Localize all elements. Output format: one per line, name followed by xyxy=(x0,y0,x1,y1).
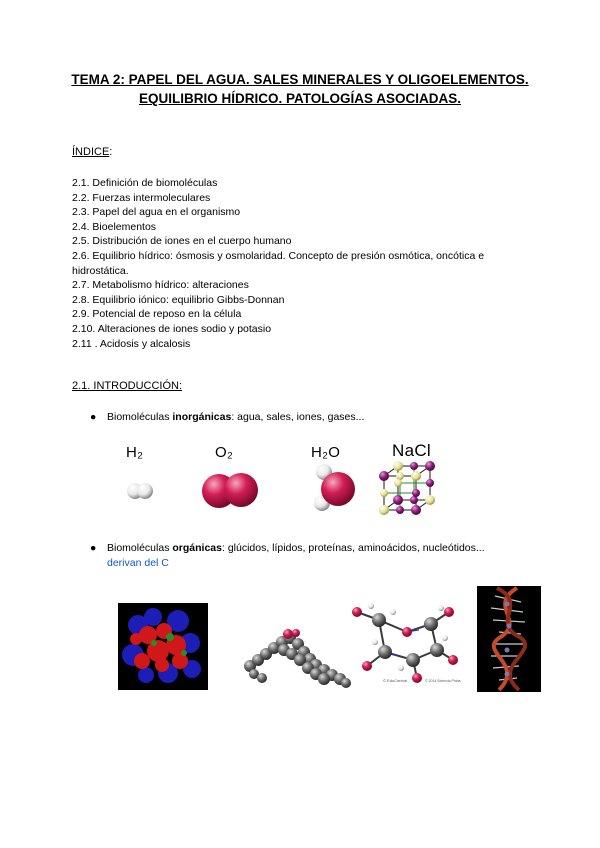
bullet-bold: inorgánicas xyxy=(172,411,232,423)
toc-item: 2.6. Equilibrio hídrico: ósmosis y osmolaridad. Concepto de presión osmótica, oncótica e hidrostática. xyxy=(72,249,485,277)
bullet-prefix: Biomoléculas xyxy=(107,411,173,423)
bullet-prefix: Biomoléculas xyxy=(107,542,173,554)
nacl-crystal-image xyxy=(372,458,442,524)
glucose-credit-2: © 2014 Sciencia Phina xyxy=(425,679,461,683)
table-of-contents xyxy=(72,176,532,351)
bullet-suffix: : agua, sales, iones, gases... xyxy=(231,411,365,423)
page-title: TEMA 2: PAPEL DEL AGUA. SALES MINERALES Y OLIGOELEMENTOS. EQUILIBRIO HÍDRICO. PATOLOGÍAS ASOCIADAS. xyxy=(71,72,529,106)
formula-nacl: NaCl xyxy=(392,441,431,460)
bullet-suffix: : glúcidos, lípidos, proteínas, aminoácidos, nucleótidos... xyxy=(221,542,485,554)
bullet-dot: ● xyxy=(90,411,97,423)
section-heading: 2.1. INTRODUCCIÓN: xyxy=(72,380,183,392)
glucose-image xyxy=(345,598,463,688)
toc-item: 2.3. Papel del agua en el organismo xyxy=(72,206,241,219)
formula-h2o: H₂O xyxy=(311,444,341,461)
toc-item: 2.7. Metabolismo hídrico: alteraciones xyxy=(72,279,249,292)
toc-item: 2.2. Fuerzas intermoleculares xyxy=(72,191,211,204)
toc-item: 2.10. Alteraciones de iones sodio y potasio xyxy=(72,322,272,335)
dna-image xyxy=(477,586,541,692)
toc-item: 2.1. Definición de biomoléculas xyxy=(72,177,218,189)
toc-item: 2.8. Equilibrio iónico: equilibrio Gibbs-Donnan xyxy=(72,293,285,306)
formula-h2: H₂ xyxy=(126,444,144,461)
bullet-dot: ● xyxy=(90,542,97,554)
index-heading xyxy=(72,146,112,158)
toc-item: 2.9. Potencial de reposo en la célula xyxy=(72,308,242,321)
bullet-text xyxy=(107,410,527,425)
formula-o2: O₂ xyxy=(215,444,234,461)
bullet-note: derivan del C xyxy=(107,557,169,569)
index-heading-label: ÍNDICE xyxy=(72,146,110,158)
index-heading-colon: : xyxy=(109,146,113,158)
bullet-bold: orgánicas xyxy=(172,542,222,554)
glucose-credit: © EduCentral xyxy=(383,678,408,683)
toc-item: 2.11 . Acidosis y alcalosis xyxy=(72,337,191,350)
h2o-molecule-image xyxy=(306,460,358,514)
lipid-image xyxy=(240,628,355,690)
toc-item: 2.5. Distribución de iones en el cuerpo humano xyxy=(72,235,292,248)
protein-image xyxy=(118,603,208,690)
h2-molecule-image xyxy=(124,478,158,502)
o2-molecule-image xyxy=(200,470,262,512)
toc-item: 2.4. Bioelementos xyxy=(72,220,157,233)
bullet-text xyxy=(107,541,527,571)
